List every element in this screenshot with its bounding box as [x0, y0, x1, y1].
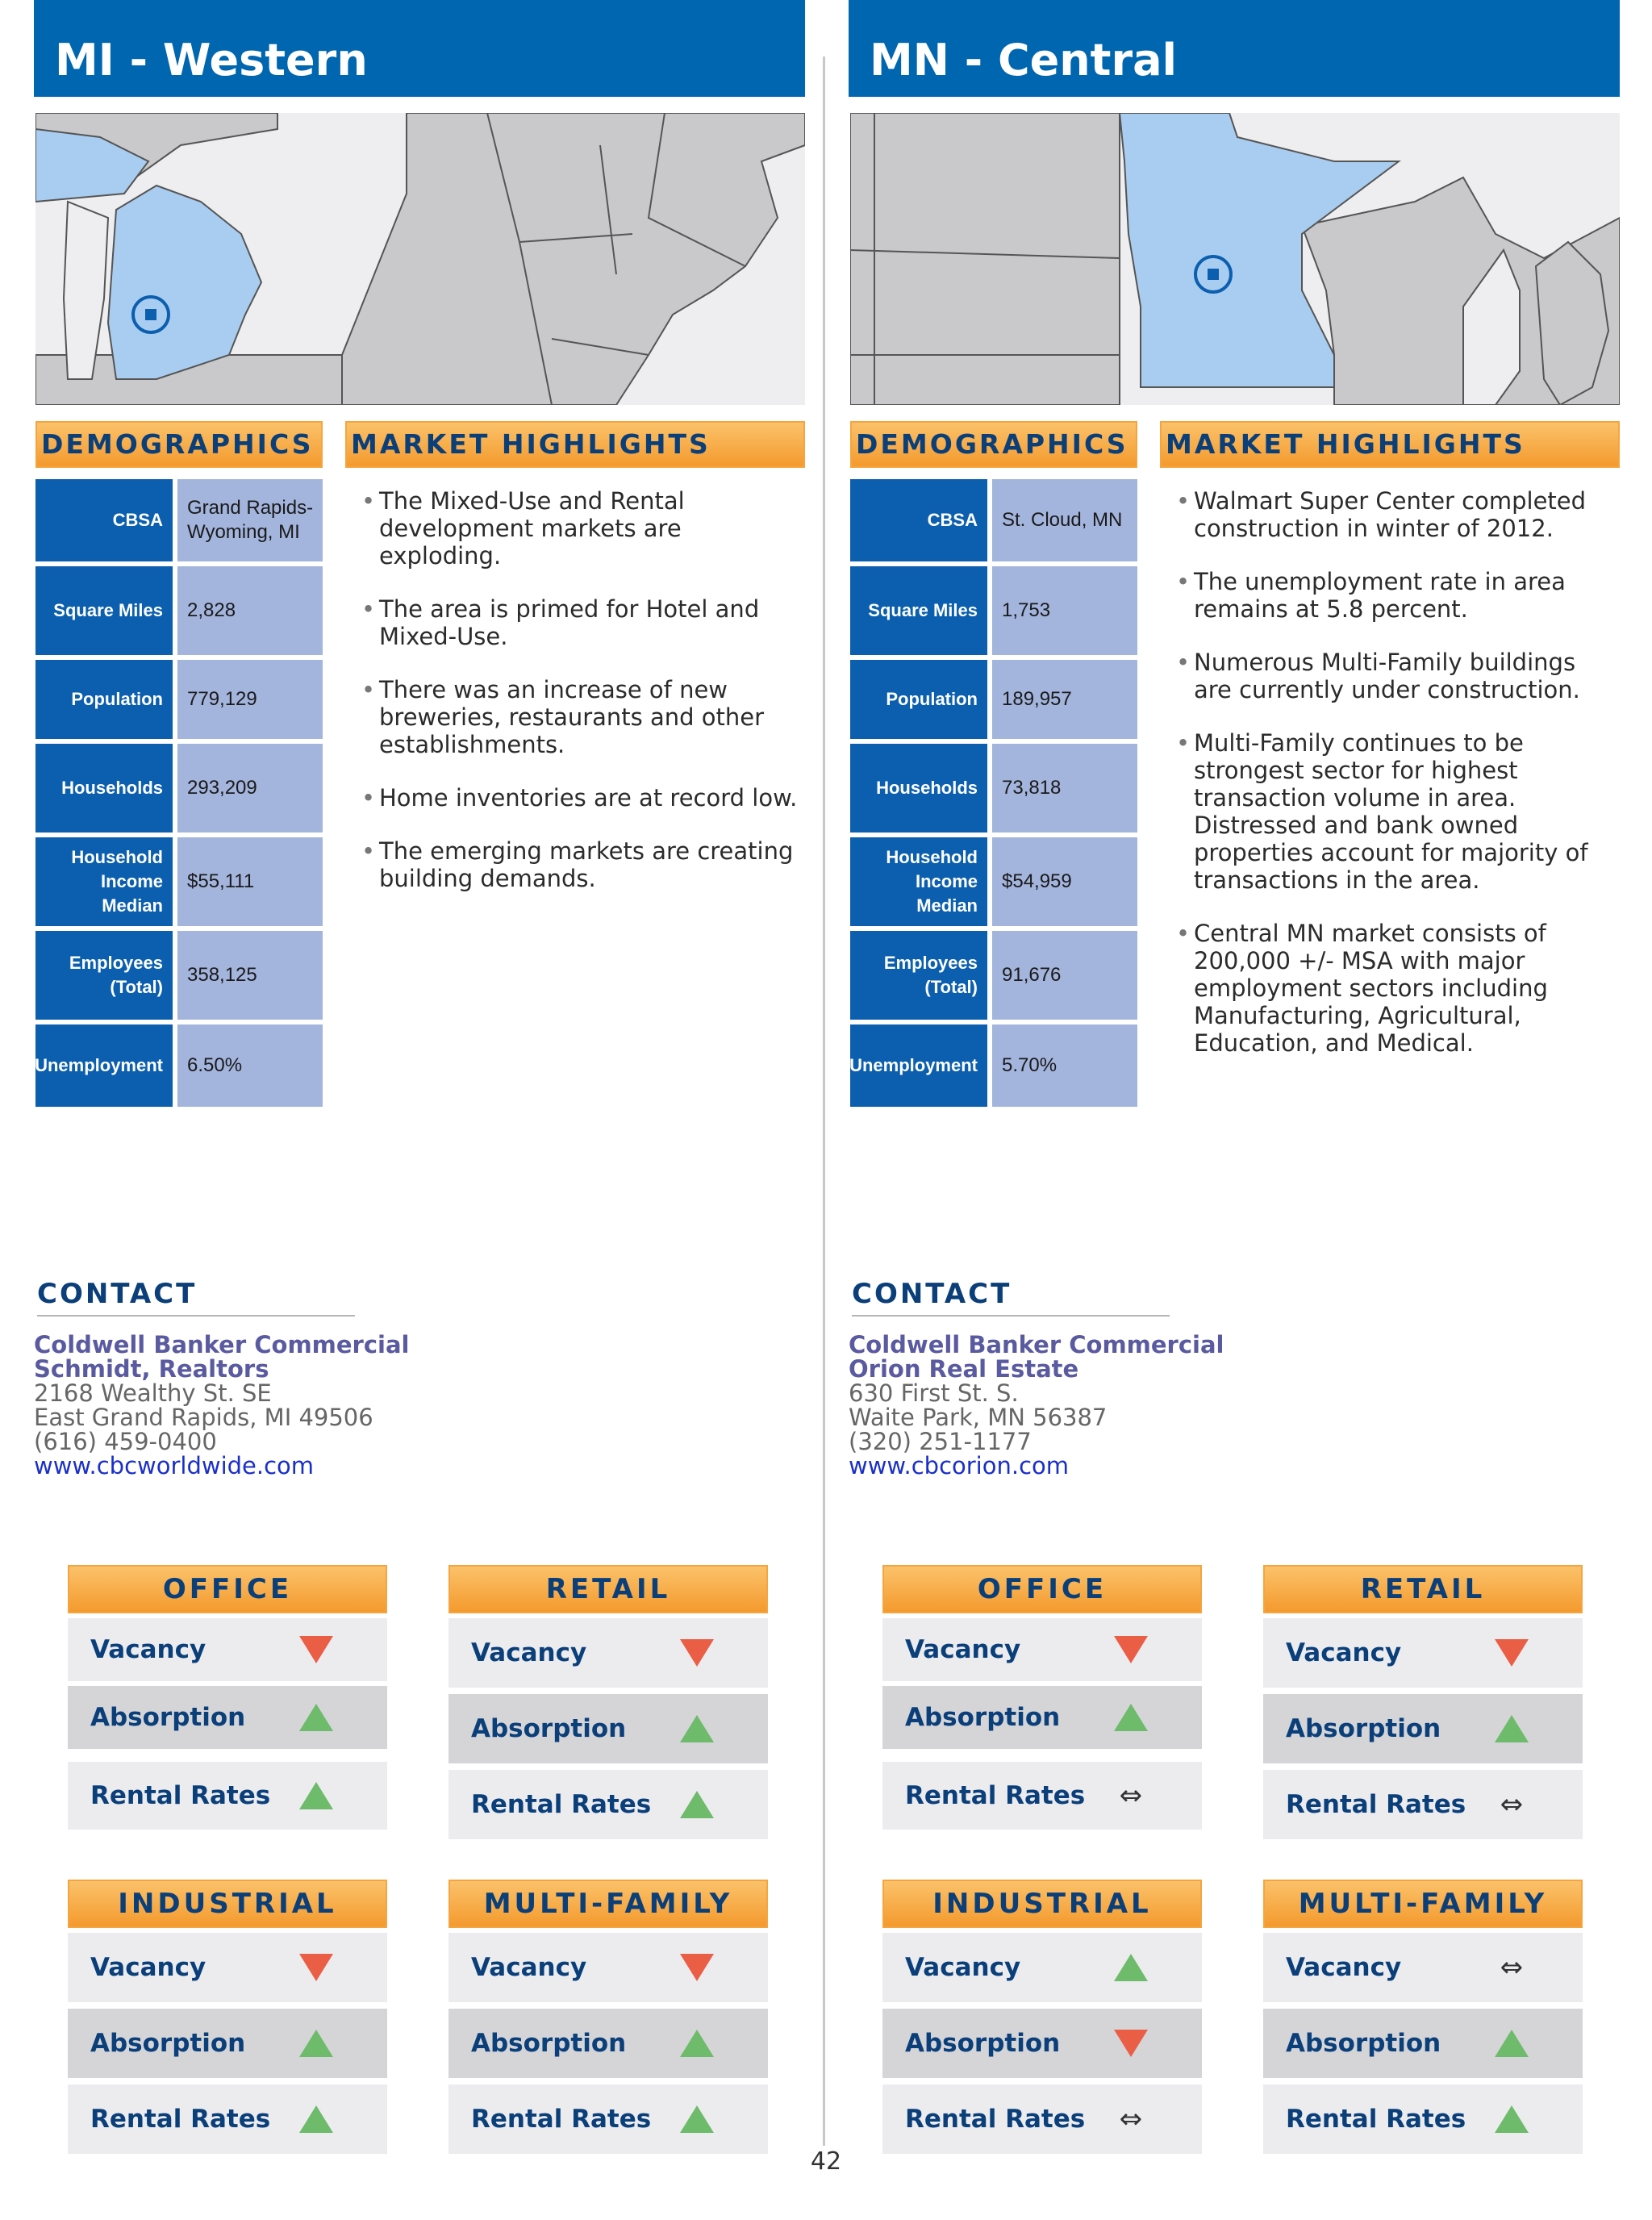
trend-up-icon	[1112, 1701, 1149, 1734]
row-label: Rental Rates	[471, 1790, 652, 1819]
table-row	[850, 479, 1137, 561]
list-item: • Central MN market consists of 200,000 +/- MSA with major employment sectors including Manufacturing, Agricultural, Education, and Medical.	[1163, 920, 1615, 1057]
left-contact-title: CONTACT	[37, 1278, 198, 1310]
trend-up-icon	[1493, 1713, 1530, 1745]
trend-up-icon	[298, 2027, 335, 2059]
divider	[37, 1315, 355, 1317]
right-multifamily-card	[1263, 1880, 1583, 2154]
row-label: Absorption	[1286, 1714, 1441, 1743]
list-item: • There was an increase of new breweries, restaurants and other establishments.	[348, 676, 800, 758]
row-label: Vacancy	[471, 1953, 587, 1982]
website-link[interactable]: www.cbcworldwide.com	[34, 1452, 315, 1479]
row-label: Vacancy	[90, 1635, 206, 1664]
table-row	[35, 660, 323, 739]
demo-value: St. Cloud, MN	[992, 479, 1137, 561]
row-label: Absorption	[90, 1703, 246, 1732]
table-row	[68, 1686, 387, 1749]
demo-label: Employees (Total)	[35, 931, 173, 1020]
right-title: MN - Central	[849, 0, 1620, 97]
phone-number: (320) 251-1177	[849, 1428, 1032, 1455]
demo-value: 779,129	[177, 660, 323, 739]
trend-down-icon	[1112, 1634, 1149, 1666]
sector-header: INDUSTRIAL	[68, 1880, 387, 1928]
table-row	[35, 566, 323, 655]
sector-header: MULTI-FAMILY	[1263, 1880, 1583, 1928]
right-contact-title: CONTACT	[852, 1278, 1012, 1310]
trend-down-icon	[298, 1634, 335, 1666]
trend-up-icon	[1493, 2027, 1530, 2059]
right-highlights-list	[1163, 487, 1615, 1083]
company-name-2: Schmidt, Realtors	[34, 1355, 269, 1383]
demo-value: 293,209	[177, 744, 323, 832]
demo-label: Unemployment	[850, 1024, 987, 1107]
demo-value: 358,125	[177, 931, 323, 1020]
column-divider	[823, 56, 825, 2146]
table-row	[850, 566, 1137, 655]
sector-header: OFFICE	[882, 1565, 1202, 1613]
right-demographics-header: DEMOGRAPHICS	[850, 421, 1137, 468]
table-row	[448, 2084, 768, 2154]
table-row	[882, 1762, 1202, 1830]
left-highlights-list	[348, 487, 800, 918]
demo-label: Population	[35, 660, 173, 739]
phone-number: (616) 459-0400	[34, 1428, 217, 1455]
sector-header: INDUSTRIAL	[882, 1880, 1202, 1928]
trend-flat-icon: ⇔	[1119, 1780, 1143, 1812]
left-title: MI - Western	[34, 0, 805, 97]
row-label: Absorption	[471, 2029, 627, 2058]
address-line: 630 First St. S.	[849, 1379, 1019, 1407]
demo-label: Square Miles	[35, 566, 173, 655]
left-contact-block	[34, 1333, 410, 1478]
trend-down-icon	[1112, 2027, 1149, 2059]
table-row	[882, 2009, 1202, 2078]
table-row	[68, 1618, 387, 1681]
demo-label: Population	[850, 660, 987, 739]
table-row	[448, 1694, 768, 1763]
table-row	[448, 1618, 768, 1688]
left-demographics-header: DEMOGRAPHICS	[35, 421, 323, 468]
table-row	[35, 479, 323, 561]
demo-value: $55,111	[177, 837, 323, 926]
demo-label: Employees (Total)	[850, 931, 987, 1020]
divider	[852, 1315, 1170, 1317]
row-label: Absorption	[905, 2029, 1061, 2058]
row-label: Rental Rates	[905, 1781, 1086, 1810]
table-row	[1263, 2084, 1583, 2154]
trend-up-icon	[678, 1788, 715, 1821]
address-city: East Grand Rapids, MI 49506	[34, 1404, 373, 1431]
table-row	[850, 931, 1137, 1020]
table-row	[1263, 1933, 1583, 2002]
row-label: Vacancy	[1286, 1638, 1402, 1667]
page-number: 42	[810, 2147, 842, 2176]
table-row	[68, 1933, 387, 2002]
row-label: Vacancy	[905, 1635, 1021, 1664]
trend-flat-icon: ⇔	[1500, 1788, 1524, 1821]
table-row	[35, 931, 323, 1020]
sector-header: OFFICE	[68, 1565, 387, 1613]
table-row	[1263, 2009, 1583, 2078]
trend-down-icon	[1493, 1637, 1530, 1669]
table-row	[448, 2009, 768, 2078]
left-office-card	[68, 1565, 387, 1831]
demo-label: Unemployment	[35, 1024, 173, 1107]
demo-label: Households	[850, 744, 987, 832]
address-city: Waite Park, MN 56387	[849, 1404, 1108, 1431]
list-item: • The Mixed-Use and Rental development markets are exploding.	[348, 487, 800, 570]
list-item: • The unemployment rate in area remains at 5.8 percent.	[1163, 568, 1615, 623]
demo-label: CBSA	[850, 479, 987, 561]
row-label: Absorption	[905, 1703, 1061, 1732]
sector-header: MULTI-FAMILY	[448, 1880, 768, 1928]
trend-up-icon	[678, 1713, 715, 1745]
trend-flat-icon: ⇔	[1500, 1951, 1524, 1984]
list-item: • Multi-Family continues to be strongest sector for highest transaction volume in area. Distressed and bank owned properties account for majority of transactions in the area.	[1163, 729, 1615, 894]
row-label: Absorption	[1286, 2029, 1441, 2058]
list-item: • The emerging markets are creating building demands.	[348, 837, 800, 892]
demo-value: $54,959	[992, 837, 1137, 926]
demo-label: Household Income Median	[850, 837, 987, 926]
demo-value: 1,753	[992, 566, 1137, 655]
table-row	[882, 1618, 1202, 1681]
list-item: • Walmart Super Center completed construction in winter of 2012.	[1163, 487, 1615, 542]
sector-header: RETAIL	[448, 1565, 768, 1613]
demo-label: Households	[35, 744, 173, 832]
trend-up-icon	[298, 1701, 335, 1734]
right-retail-card	[1263, 1565, 1583, 1839]
website-link[interactable]: www.cbcorion.com	[849, 1452, 1070, 1479]
list-item: • The area is primed for Hotel and Mixed-Use.	[348, 595, 800, 650]
table-row	[68, 2084, 387, 2154]
table-row	[1263, 1770, 1583, 1839]
trend-up-icon	[678, 2027, 715, 2059]
row-label: Vacancy	[471, 1638, 587, 1667]
table-row	[68, 1762, 387, 1830]
table-row	[882, 1686, 1202, 1749]
row-label: Vacancy	[905, 1953, 1021, 1982]
table-row	[850, 1024, 1137, 1107]
row-label: Rental Rates	[90, 1781, 271, 1810]
company-name: Coldwell Banker Commercial	[34, 1331, 410, 1358]
trend-up-icon	[678, 2103, 715, 2135]
trend-up-icon	[298, 2103, 335, 2135]
demo-label: Square Miles	[850, 566, 987, 655]
demo-value: 73,818	[992, 744, 1137, 832]
demo-value: Grand Rapids-Wyoming, MI	[177, 479, 323, 561]
row-label: Vacancy	[90, 1953, 206, 1982]
trend-flat-icon: ⇔	[1119, 2103, 1143, 2135]
demo-value: 6.50%	[177, 1024, 323, 1107]
table-row	[882, 1933, 1202, 2002]
row-label: Rental Rates	[1286, 2105, 1466, 2134]
row-label: Rental Rates	[471, 2105, 652, 2134]
left-demographics-table	[35, 479, 323, 1108]
right-contact-block	[849, 1333, 1224, 1478]
table-row	[1263, 1618, 1583, 1688]
list-item: • Numerous Multi-Family buildings are currently under construction.	[1163, 649, 1615, 703]
table-row	[35, 1024, 323, 1107]
right-industrial-card	[882, 1880, 1202, 2154]
row-label: Rental Rates	[90, 2105, 271, 2134]
company-name-2: Orion Real Estate	[849, 1355, 1079, 1383]
demo-label: CBSA	[35, 479, 173, 561]
table-row	[850, 837, 1137, 926]
trend-down-icon	[678, 1951, 715, 1984]
row-label: Vacancy	[1286, 1953, 1402, 1982]
demo-value: 91,676	[992, 931, 1137, 1020]
table-row	[448, 1770, 768, 1839]
list-item: • Home inventories are at record low.	[348, 784, 800, 812]
row-label: Absorption	[471, 1714, 627, 1743]
row-label: Rental Rates	[905, 2105, 1086, 2134]
left-highlights-header: MARKET HIGHLIGHTS	[345, 421, 805, 468]
row-label: Absorption	[90, 2029, 246, 2058]
left-retail-card	[448, 1565, 768, 1839]
table-row	[448, 1933, 768, 2002]
table-row	[850, 660, 1137, 739]
demo-value: 5.70%	[992, 1024, 1137, 1107]
left-region-map	[35, 113, 805, 405]
demo-value: 2,828	[177, 566, 323, 655]
left-industrial-card	[68, 1880, 387, 2154]
trend-up-icon	[1493, 2103, 1530, 2135]
right-highlights-header: MARKET HIGHLIGHTS	[1160, 421, 1620, 468]
trend-down-icon	[678, 1637, 715, 1669]
sector-header: RETAIL	[1263, 1565, 1583, 1613]
right-office-card	[882, 1565, 1202, 1831]
left-multifamily-card	[448, 1880, 768, 2154]
table-row	[1263, 1694, 1583, 1763]
table-row	[68, 2009, 387, 2078]
trend-up-icon	[298, 1780, 335, 1812]
table-row	[35, 744, 323, 832]
address-line: 2168 Wealthy St. SE	[34, 1379, 272, 1407]
demo-label: Household Income Median	[35, 837, 173, 926]
right-demographics-table	[850, 479, 1137, 1108]
trend-up-icon	[1112, 1951, 1149, 1984]
table-row	[882, 2084, 1202, 2154]
right-region-map	[850, 113, 1620, 405]
demo-value: 189,957	[992, 660, 1137, 739]
table-row	[850, 744, 1137, 832]
company-name: Coldwell Banker Commercial	[849, 1331, 1224, 1358]
table-row	[35, 837, 323, 926]
row-label: Rental Rates	[1286, 1790, 1466, 1819]
trend-down-icon	[298, 1951, 335, 1984]
